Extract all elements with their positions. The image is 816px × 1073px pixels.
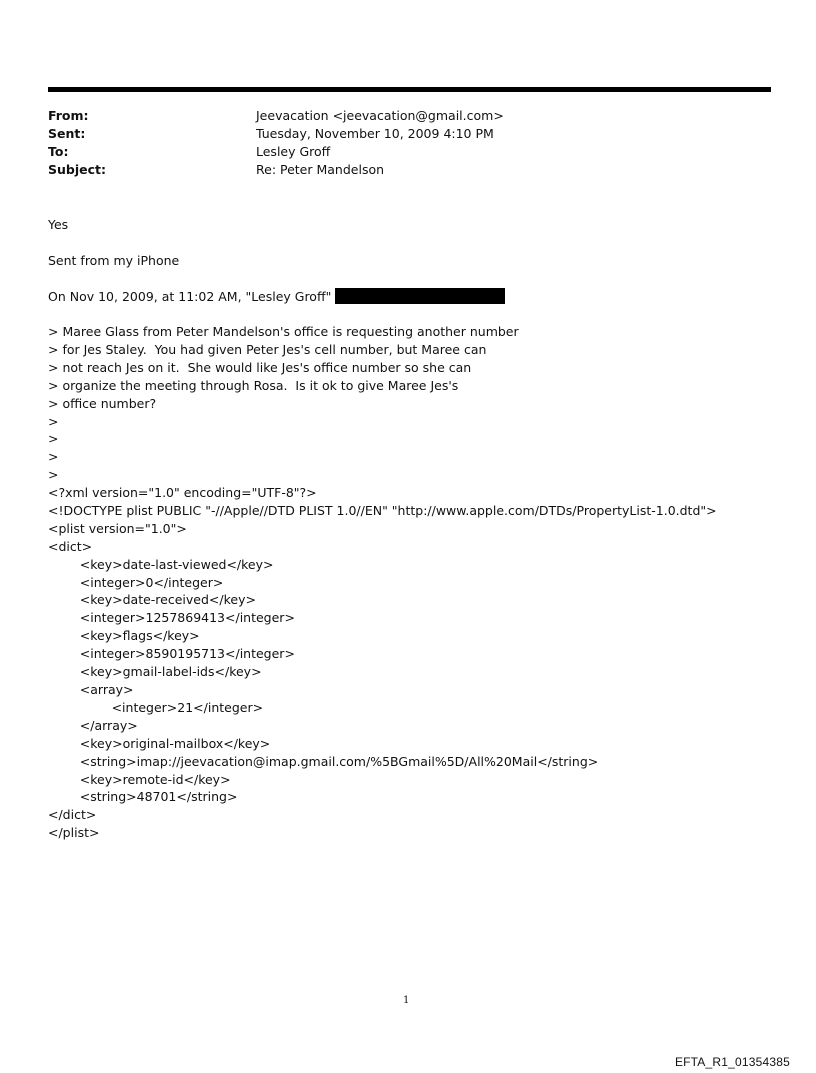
document-id: EFTA_R1_01354385 bbox=[674, 1055, 790, 1069]
to-value: Lesley Groff bbox=[256, 144, 331, 159]
page-number: 1 bbox=[403, 995, 410, 1006]
reply-text: Yes bbox=[48, 217, 69, 232]
to-row bbox=[48, 143, 748, 161]
from-value: Jeevacation <jeevacation@gmail.com> bbox=[256, 108, 504, 123]
plist-block: <?xml version="1.0" encoding="UTF-8"?> <!DOCTYPE plist PUBLIC "-//Apple//DTD PLIST 1.0//EN" "http://www.apple.com/DTDs/PropertyList-1.0.dtd"> <plist version="1.0"> <dict> <key>date-last-viewed</key> <integer>0</integer> <key>date-received</key> <integer>1257869413</integer> <key>flags</key> <integer>8590195713</integer> <key>gmail-label-ids</key> <array> <integer>21</integer> </array> <key>original-mailbox</key> <string>imap://jeevacation@imap.gmail.com/%5BGmail%5D/All%20Mail</string> <key>remote-id</key> <string>48701</string> </dict> </plist> bbox=[48, 485, 717, 841]
subject-value: Re: Peter Mandelson bbox=[256, 162, 385, 177]
subject-row bbox=[48, 161, 748, 179]
header-rule bbox=[48, 87, 771, 92]
subject-label: Subject: bbox=[48, 162, 106, 177]
to-label: To: bbox=[48, 144, 69, 159]
quote-intro-line bbox=[48, 288, 505, 306]
email-header bbox=[48, 107, 748, 179]
from-row bbox=[48, 107, 748, 125]
quote-intro: On Nov 10, 2009, at 11:02 AM, "Lesley Groff" bbox=[48, 289, 332, 304]
redaction-box bbox=[335, 288, 505, 304]
from-label: From: bbox=[48, 108, 89, 123]
signature-text: Sent from my iPhone bbox=[48, 253, 180, 268]
quoted-message: > Maree Glass from Peter Mandelson's office is requesting another number > for Jes Staley. You had given Peter Jes's cell number, but Maree can > not reach Jes on it. She would like Jes's office number so she can > organize the meeting through Rosa. Is it ok to give Maree Jes's > office number? > > > > bbox=[48, 324, 519, 483]
sent-row bbox=[48, 125, 748, 143]
sent-value: Tuesday, November 10, 2009 4:10 PM bbox=[256, 126, 494, 141]
sent-label: Sent: bbox=[48, 126, 86, 141]
